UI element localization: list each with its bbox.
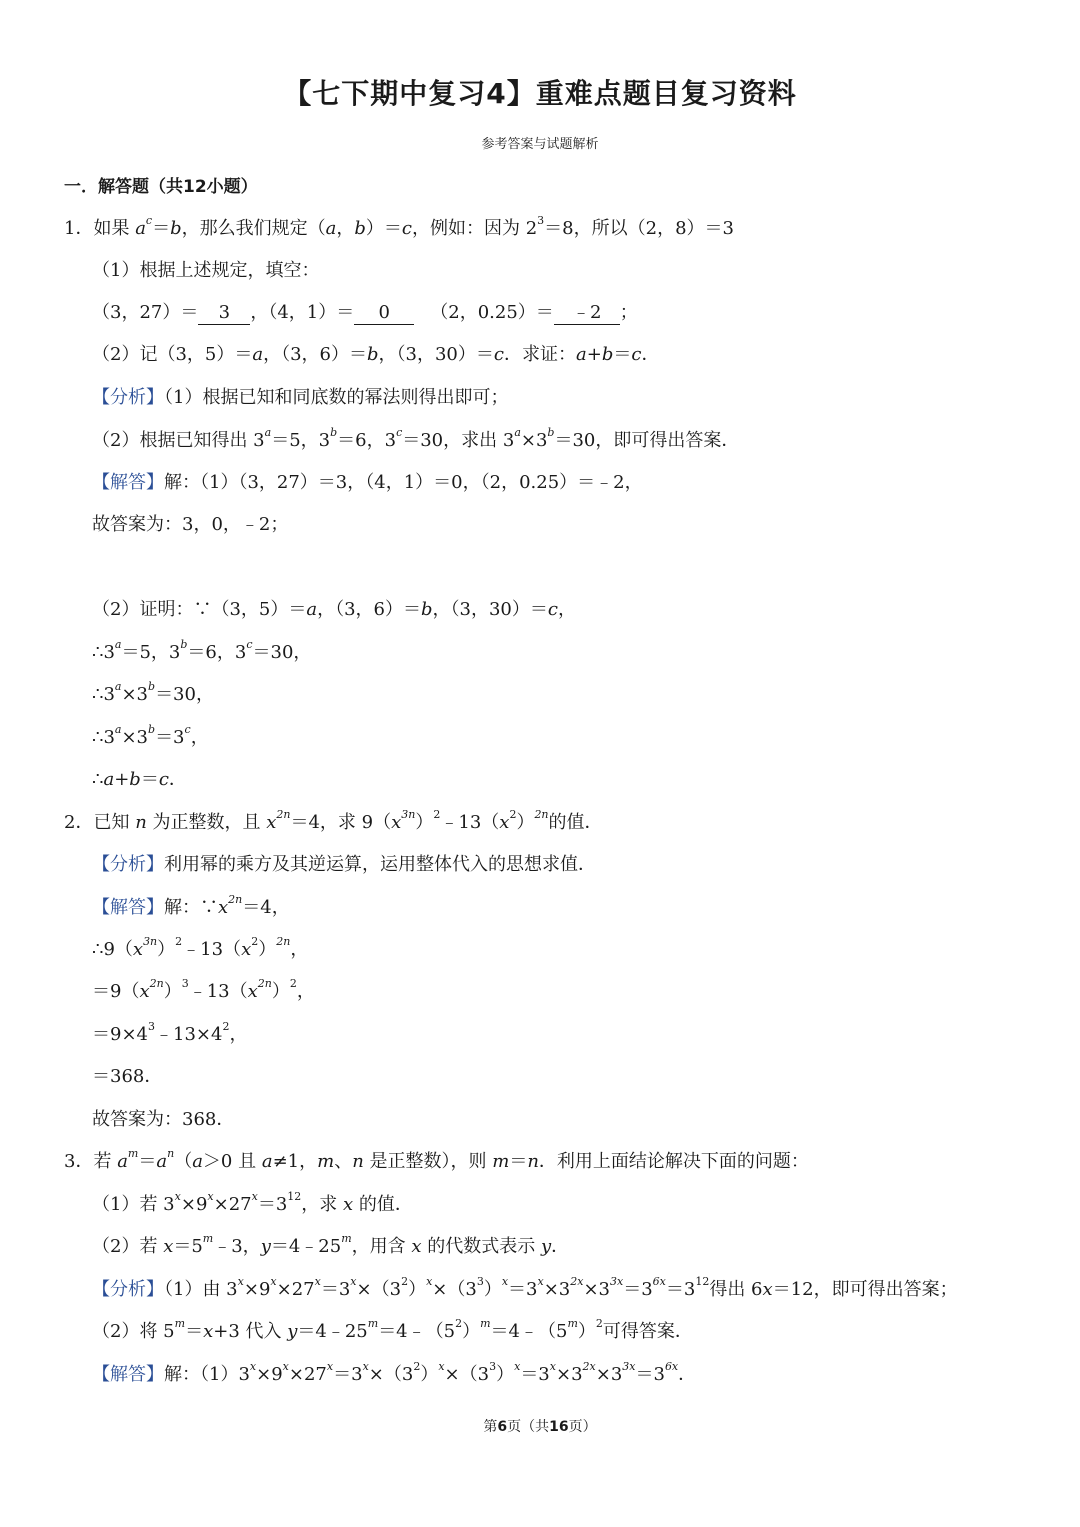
question-2-answer: 故答案为：368． <box>92 1109 235 1130</box>
page-subtitle: 参考答案与试题解析 <box>481 137 599 152</box>
question-1-part-2: （2）记（3，5）＝a，（3，6）＝b，（3，30）＝c．求证：a+b＝c． <box>92 344 660 365</box>
question-3-part-2: （2）若 $x=5^m﹣3$，$y=4﹣25^m$，用含 x 的代数式表示 y． <box>92 1232 570 1257</box>
solution-tag: 【解答】 <box>92 897 164 918</box>
question-1-analysis-2: （2）根据已知得出 $3^a=5$，$3^b=6$，$3^c=30$，求出 $3^a\times 3^b=30$，即可得出答案． <box>92 426 740 451</box>
answer-blank-3: ﹣2 <box>554 302 620 325</box>
question-1-proof-3: $\therefore 3^a\times 3^b=30$， <box>92 680 214 705</box>
question-1-solution: 【解答】解：（1）（3，27）＝3，（4，1）＝0，（2，0.25）＝﹣2， <box>92 472 643 493</box>
question-1-proof-1: （2）证明：∵（3，5）＝a，（3，6）＝b，（3，30）＝c， <box>92 599 576 620</box>
question-1-proof-5: ∴a+b＝c． <box>92 769 187 790</box>
analysis-tag: 【分析】 <box>92 1279 164 1300</box>
question-2-step-1: $\therefore 9(x^{3n})^2﹣13(x^2)^{2n}$， <box>92 935 309 960</box>
question-1-analysis: 【分析】（1）根据已知和同底数的幂法则得出即可； <box>92 387 509 408</box>
analysis-tag: 【分析】 <box>92 387 164 408</box>
question-1-proof-4: $\therefore 3^a\times 3^b=3^c$， <box>92 723 209 748</box>
question-2-step-2: $=9(x^{2n})^3﹣13(x^{2n})^2$， <box>92 977 315 1002</box>
question-3-stem: 3．若 $a^m=a^n(a>0$ 且 a≠1，m、n 是正整数），则 m＝n．利用上面结论解决下面的问题： <box>64 1147 809 1172</box>
page-number-footer: 第6页（共16页） <box>483 1419 597 1435</box>
answer-blank-1: 3 <box>198 302 250 325</box>
question-1-fill-blanks: （3，27）＝ 3 ，（4，1）＝ 0 （2，0.25）＝ ﹣2 ； <box>92 302 638 323</box>
question-2-analysis: 【分析】利用幂的乘方及其逆运算，运用整体代入的思想求值． <box>92 854 596 875</box>
answer-blank-2: 0 <box>354 302 414 325</box>
question-2-stem: 2．已知 n 为正整数，且 $x^{2n}=4$，求 $9(x^{3n})^2﹣13(x^2)^{2n}$的值． <box>64 808 603 833</box>
section-heading: 一．解答题（共12小题） <box>64 177 258 197</box>
question-3-solution: 【解答】解：$(1)3^x\times 9^x\times 27^x=3^x\times(3^2)^x\times(3^3)^x=3^x\times 3^{2x}\times 3^{3x}=3^{6x}$． <box>92 1360 697 1385</box>
question-3-part-1: （1）若 $3^x\times 9^x\times 27^x=3^{12}$，求 x 的值． <box>92 1190 413 1215</box>
question-1-proof-2: $\therefore 3^a=5$，$3^b=6$，$3^c=30$， <box>92 638 312 663</box>
question-2-solution: 【解答】解：$\because x^{2n}=4$， <box>92 893 290 918</box>
solution-tag: 【解答】 <box>92 472 164 493</box>
question-1-part-1: （1）根据上述规定，填空： <box>92 260 320 281</box>
solution-tag: 【解答】 <box>92 1364 164 1385</box>
page-title: 【七下期中复习4】重难点题目复习资料 <box>283 77 797 110</box>
question-2-step-3: $=9\times 4^3﹣13\times 4^2$， <box>92 1020 248 1045</box>
question-1-stem: 1．如果 $a^c=b$，那么我们规定（a，b）＝c，例如：因为 $2^3=8$，所以（2，8）＝3 <box>64 214 734 239</box>
question-2-step-4: ＝368． <box>92 1066 163 1087</box>
analysis-tag: 【分析】 <box>92 854 164 875</box>
question-3-analysis-2: （2）将 $5^m=x+3$ 代入 $y=4﹣25^m=4﹣(5^2)^m=4﹣(5^m)^2$可得答案． <box>92 1317 693 1342</box>
question-1-answer: 故答案为：3，0，﹣2； <box>92 514 289 535</box>
question-3-analysis: 【分析】（1）由 $3^x\times 9^x\times 27^x=3^x\times(3^2)^x\times(3^3)^x=3^x\times 3^{2x}\times 3^{3x}=3^{6x}=3^{12}$得出 6x＝12，即可得出答案； <box>92 1275 958 1300</box>
